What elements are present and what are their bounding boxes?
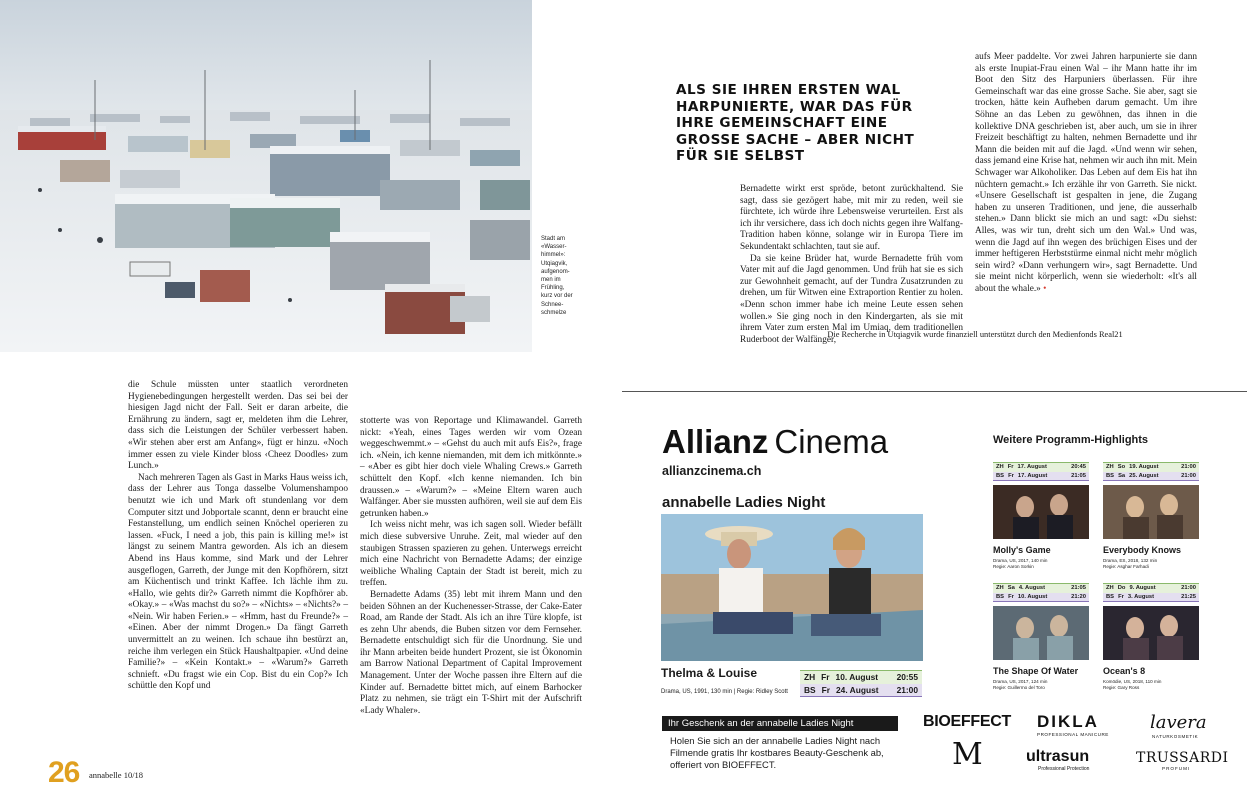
day: So: [1117, 464, 1126, 470]
section-divider: [622, 391, 1247, 392]
time: 21:20: [1071, 593, 1086, 600]
film-schedule: [1103, 462, 1199, 481]
trussardi-logo: TRUSSARDI: [1136, 750, 1229, 766]
film-still: [993, 606, 1089, 660]
film-title: Everybody Knows: [1103, 545, 1182, 555]
trussardi-subtitle: PROFUMI: [1162, 766, 1191, 771]
caption-line: Schnee-: [541, 301, 564, 308]
film-director: Regie: Asghar Farhadi: [1103, 564, 1149, 569]
date: 4. August: [1018, 585, 1046, 591]
date: 24. August: [836, 684, 879, 695]
time: 21:00: [1181, 472, 1196, 479]
caption-line: «Wasser-: [541, 244, 567, 251]
pull-quote-headline: ALS SIE IHREN ERSTEN WAL HARPUNIERTE, WAR DAS FÜR IHRE GEMEINSCHAFT EINE GROSSE SACHE – ABER NICHT FÜR SIE SELBST: [676, 82, 915, 165]
date: 25. August: [1129, 472, 1159, 479]
schedule-row-bs: [993, 472, 1089, 482]
day: Sa: [1118, 472, 1126, 479]
city: ZH: [996, 585, 1004, 591]
film-director: Regie: Guillermo del Toro: [993, 685, 1045, 690]
day: Fr: [821, 672, 830, 682]
article-column-2: [360, 416, 582, 717]
magazine-issue: annabelle 10/18: [89, 770, 144, 780]
photo-caption: [541, 235, 581, 317]
end-mark: •: [1043, 283, 1047, 294]
time: 21:00: [1181, 464, 1196, 470]
caption-line: Utqiagvik,: [541, 260, 568, 267]
schedule-row-bs: [800, 684, 922, 698]
date: 3. August: [1127, 593, 1155, 600]
day: Do: [1117, 585, 1126, 591]
time: 21:00: [1181, 585, 1196, 591]
gift-heading: Ihr Geschenk an der annabelle Ladies Night: [662, 716, 898, 731]
date: 10. August: [835, 672, 879, 682]
film-schedule: [1103, 583, 1199, 602]
film-title: The Shape Of Water: [993, 666, 1079, 676]
event-title: annabelle Ladies Night: [662, 494, 826, 511]
article-column-4: [975, 52, 1197, 295]
main-film-meta: Drama, US, 1991, 130 min | Regie: Ridley Scott: [661, 689, 788, 695]
schedule-row-zh: [993, 583, 1089, 593]
date: 10. August: [1017, 593, 1048, 600]
date: 17. August: [1017, 464, 1047, 470]
city: ZH: [1106, 585, 1114, 591]
article-column-1: [128, 380, 348, 693]
schedule-row-zh: [993, 462, 1089, 472]
article-paragraph: Nach mehreren Tagen als Gast in Marks Haus weiss ich, dass der Lehrer aus Tonga dasselbe Volumenshampoo benutzt wie ich und Mark oft stundenlang vor dem Computer sitzt und Jobportale scannt, denn er braucht eine Festanstellung, um endlich seinen Knöchel operieren zu lassen. «Fuck, I need a job, this pain is killing me!» ist längst zu seinem Mantra geworden. Als ich an diesem Abend ins Haus komme, sind Mark und der Lehrer ausgeflogen, Garreth, der Junge mit den Kopfhörern, sitzt am Küchentisch und trinkt Kaffee. Ich lächle ihm zu. «Hallo, wie gehts dir?» Garreth nimmt die Kopfhörer ab. «Okay.» – «Was machst du so?» – «Nichts» – «Nichts?» – «Nein. Wir haben Ferien.» – «Hmm, hast du Freunde?» – «Einen. Aber der nimmt Drogen.» Da fängt Garreth unvermittelt an zu weinen. Ich schaue ihn bestürzt an, reiche ihm verlegen ein Stück Haushaltpapier. «Und deine Familie?» – «Kein Kontakt.» – «Warum?» Garreth schnieft. «Du fragst wie ein Cop. Bist du ein Cop?» Ich schüttle den Kopf und: [128, 472, 348, 692]
m-logo: M: [952, 737, 983, 772]
film-meta: Drama, US, 2017, 140 min: [993, 558, 1048, 563]
film-still: [1103, 485, 1199, 539]
main-film-title: Thelma & Louise: [661, 666, 758, 680]
film-card[interactable]: [1103, 462, 1199, 570]
allianz-cinema-logo: [662, 422, 888, 462]
cinema-url-link[interactable]: allianzcinema.ch: [662, 464, 762, 478]
film-meta: Drama, ES, 2018, 132 min: [1103, 558, 1158, 563]
film-meta: Komödie, US, 2018, 110 min: [1103, 679, 1162, 684]
film-director: Regie: Aaron Sorkin: [993, 564, 1034, 569]
city: ZH: [804, 672, 816, 682]
lavera-subtitle: NATURKOSMETIK: [1152, 734, 1199, 739]
date: 19. August: [1129, 464, 1159, 470]
dikla-subtitle: PROFESSIONAL MANICURE: [1037, 732, 1109, 737]
time: 20:55: [896, 672, 918, 682]
film-card[interactable]: [993, 583, 1089, 691]
city: BS: [996, 593, 1005, 600]
day: Fr: [1008, 472, 1014, 479]
city: BS: [996, 472, 1005, 479]
schedule-row-zh: [1103, 462, 1199, 472]
caption-line: aufgenom-: [541, 268, 570, 275]
city: ZH: [996, 464, 1004, 470]
city: BS: [804, 684, 816, 695]
time: 21:05: [1071, 472, 1086, 479]
date: 9. August: [1129, 585, 1156, 591]
brand-light: Cinema: [774, 423, 889, 460]
film-card[interactable]: [993, 462, 1089, 570]
time: 21:05: [1071, 585, 1086, 591]
highlights-heading: Weitere Programm-Highlights: [993, 434, 1149, 446]
research-credit: Die Recherche in Utqiagvik wurde finanziell unterstützt durch den Medienfonds Real21: [827, 330, 1123, 339]
bioeffect-logo: BIOEFFECT: [923, 713, 1011, 730]
day: Fr: [1008, 593, 1014, 600]
ultrasun-logo: ultrasun: [1026, 748, 1090, 765]
film-still: [993, 485, 1089, 539]
day: Fr: [1007, 464, 1014, 470]
day: Fr: [1118, 593, 1124, 600]
article-paragraph: Da sie keine Brüder hat, wurde Bernadette früh vom Vater mit auf die Jagd genommen. Und früh hat sie es sich zur Gewohnheit gemacht, auf der Tundra Zusatzrunden zu drehen, um für Witwen eine Extraportion Rentier zu holen. «Denn schon immer habe ich meine Leute essen sehen wollen.» Sie ging noch in den Kindergarten, als sie mit ihrem Vater zum ersten Mal im Umiaq, dem traditionellen Ruderboot der Walfänger,: [740, 253, 963, 345]
film-title: Ocean's 8: [1103, 666, 1146, 676]
article-paragraph: Bernadette Adams (35) lebt mit ihrem Mann und den beiden Söhnen an der Kuchenesser-Strasse, der Cake-Eater Road, am Rande der Stadt. Als ich an ihre Türe klopfe, ist es zehn Uhr abends, die Buben sitzen vor dem Fernseher. Bernadette entschuldigt sich für die Unordnung. Sie und ihr Mann arbeiten beide hundert Prozent, sie ist Ökonomin am Barrow National Department of Capital Improvement Management. Unter der Woche passen ihre Eltern auf die Kinder auf. Bernadette bittet mich, auf einem Barhocker Platz zu nehmen, sie trägt ein T-Shirt mit der Aufschrift «Lady Whaler».: [360, 589, 582, 716]
time: 21:25: [1181, 593, 1196, 600]
schedule-row-bs: [1103, 593, 1199, 603]
article-paragraph: die Schule müssten unter staatlich verordneten Hygienebedingungen hergestellt werden. Das sei bei der hiesigen Jagd nicht der Fall. Seit er daran arbeite, die Ernährung zu ändern, sagt er, meldeten ihm die Lehrer, dass sich die Leistungen der Schüler verbessert haben. «Wir stehen aber erst am Anfang», fügt er hinzu. «Noch immer essen zu viele Kinder bloss ‹Cheez Doodles› zum Lunch.»: [128, 380, 348, 472]
article-paragraph: Bernadette wirkt erst spröde, betont zurückhaltend. Sie sagt, dass sie gezögert habe, mit mir zu reden, weil sie fürchtete, ich würde ihre Lebensweise verurteilen. Erst als ich ihr versichere, dass ich doch nichts gegen ihre Walfang-Tradition haben könne, solange wir in Europa Tiere im Sekundentakt schlachten, taut sie auf.: [740, 184, 963, 252]
article-paragraph: stotterte was von Reportage und Klimawandel. Garreth nickt: «Yeah, eines Tages werden wir vom Ozean weggeschwemmt.» – «Gehst du auch mit aufs Eis?», frage ich. «Nein, ich kenne niemanden, mit dem ich mitkönnte.» – «Aber es gibt hier doch viele Whaling Crews.» Garreth schüttelt den Kopf. «Ich kenne niemanden. Ich bin draussen.» – «Warum?» – «Meine Eltern waren auch Walfänger. Aber sie mussten aufhören, weil sie auf dem Eis getrunken haben.»: [360, 416, 582, 519]
film-still: [1103, 606, 1199, 660]
caption-line: Stadt am: [541, 236, 566, 242]
schedule-row-bs: [993, 593, 1089, 603]
dikla-logo: DIKLA: [1037, 712, 1099, 731]
gift-text: Holen Sie sich an der annabelle Ladies Night nach Filmende gratis Ihr kostbares Beauty-Geschenk ab, offeriert von BIOEFFECT.: [670, 735, 884, 770]
schedule-row-zh: [1103, 583, 1199, 593]
day: Fr: [821, 684, 831, 695]
lavera-logo: lavera: [1150, 712, 1207, 733]
caption-line: Frühling,: [541, 285, 565, 292]
main-film-schedule: [800, 670, 922, 697]
caption-line: kurz vor der: [541, 293, 573, 300]
time: 21:00: [896, 684, 918, 695]
day: Sa: [1007, 585, 1015, 591]
film-meta: Drama, US, 2017, 124 min: [993, 679, 1048, 684]
article-paragraph: Ich weiss nicht mehr, was ich sagen soll. Wieder befällt mich diese subversive Unruhe. Zeit, mal wieder auf den staubigen Strassen spazieren zu gehen. Unterwegs erreicht mich eine Nachricht von Bernadette Adams; der einzige weibliche Whaling Captain der Stadt ist bereit, mich zu treffen.: [360, 520, 582, 589]
city: BS: [1106, 593, 1115, 600]
film-schedule: [993, 583, 1089, 602]
film-title: Molly's Game: [993, 545, 1051, 555]
article-paragraph: aufs Meer paddelte. Vor zwei Jahren harpunierte sie dann als erste Inupiat-Frau einen Wal – ihr Mann hatte ihr im Boot den Sitz des Harpuniers überlassen. Für ihre Gemeinschaft war das eine grosse Sache. Sie aber, sagt sie trocken, hätte kein Aufheben darum gemacht. Um ihre Söhne an das Leben zu gewöhnen, das ihnen in die kollektive DNA geschrieben ist, aber auch, um sie in ihrer Freizeit beschäftigt zu halten, nehmen Bernadette und ihr Mann die beiden mit auf die Jagd. «Und wenn wir sehen, dass jemand eine Krise hat, nehmen wir auch ihn mit. Mein Schwager war Alkoholiker. Das Leben auf dem Eis hat ihn nüchtern gemacht.» Ich erzähle ihr von Garreth. Sie nickt. «Unsere Gesellschaft ist gespalten in jene, die Zugang haben zu unseren Traditionen, und jene, die ausserhalb stehen.» Dann blickt sie mich an und sagt: «Du siehst: Alles, was wir tun, dreht sich um den Wal.» Und was, wenn die Jagd auf ihn wegen des brüchigen Eises und der immer heftigeren Herbststürme einmal nicht mehr möglich sein wird? «Dann verhungern wir», sagt Bernadette. Und sie meint nicht körperlich, wenn sie wiederholt: «It's all about the whale.» •: [975, 52, 1197, 294]
main-film-still: [661, 514, 923, 661]
schedule-row-zh: [800, 670, 922, 684]
caption-line: schmelze: [541, 309, 567, 316]
city: ZH: [1106, 464, 1114, 470]
schedule-row-bs: [1103, 472, 1199, 482]
caption-line: himmel»:: [541, 252, 566, 259]
date: 17. August: [1017, 472, 1048, 479]
town-photo: [0, 0, 532, 352]
caption-line: men im: [541, 277, 561, 284]
film-card[interactable]: [1103, 583, 1199, 691]
page-number: 26: [48, 756, 80, 789]
ultrasun-subtitle: Professional Protection: [1038, 766, 1090, 772]
city: BS: [1106, 472, 1115, 479]
film-schedule: [993, 462, 1089, 481]
film-director: Regie: Gary Ross: [1103, 685, 1140, 690]
brand-bold: Allianz: [662, 423, 769, 460]
article-column-3: [740, 184, 963, 346]
time: 20:45: [1071, 464, 1086, 470]
